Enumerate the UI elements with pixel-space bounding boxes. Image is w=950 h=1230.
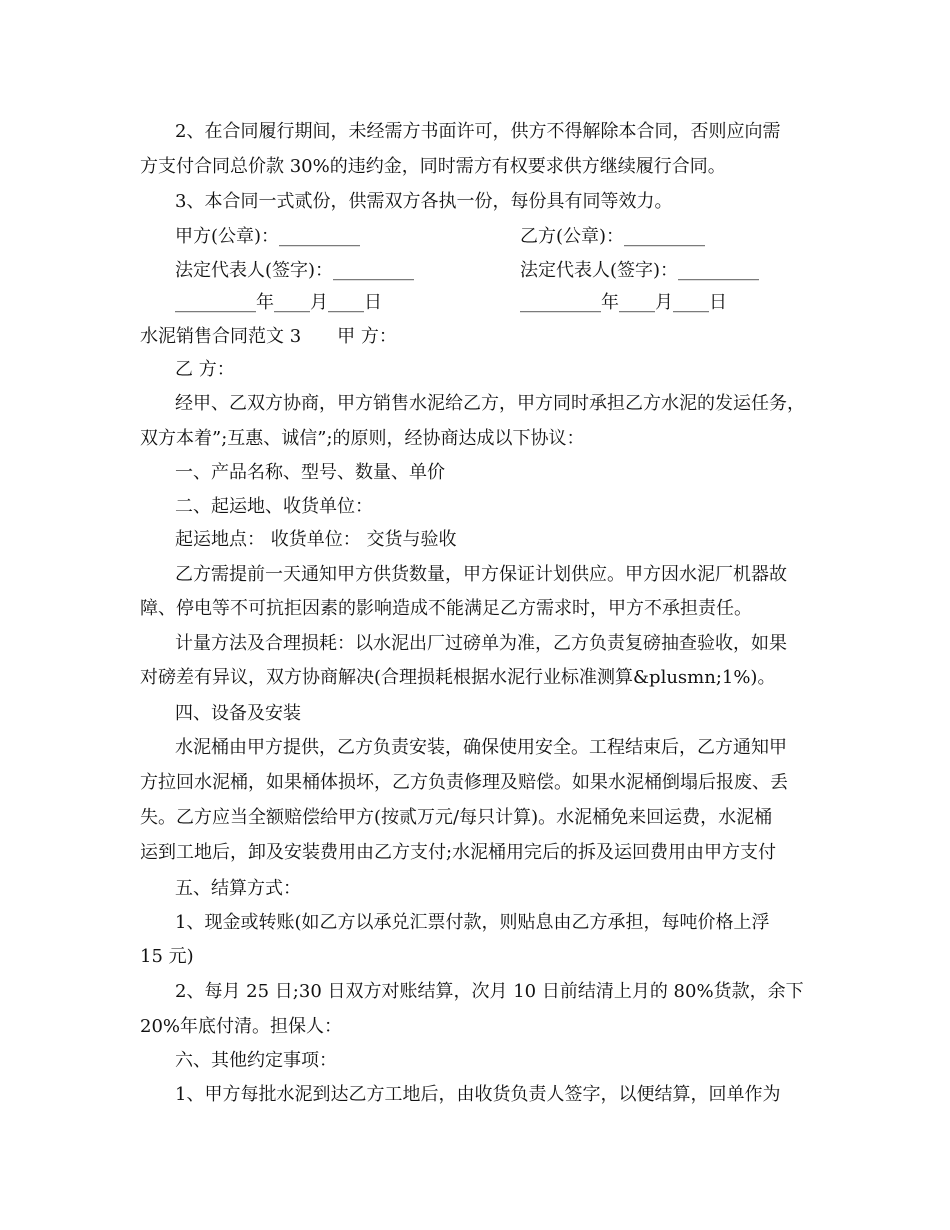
party-b-representative: 法定代表人(签字)：_________ bbox=[520, 260, 760, 281]
settlement-1-line-1: 1、现金或转账(如乙方以承兑汇票付款，则贴息由乙方承担，每吨价格上浮 bbox=[175, 912, 770, 933]
party-b-seal: 乙方(公章)：_________ bbox=[520, 226, 706, 247]
settlement-2-line-2: 20%年底付清。担保人： bbox=[140, 1016, 343, 1037]
supply-line-1: 乙方需提前一天通知甲方供货数量，甲方保证计划供应。甲方因水泥厂机器故 bbox=[175, 564, 787, 585]
preamble-line-1: 经甲、乙双方协商，甲方销售水泥给乙方，甲方同时承担乙方水泥的发运任务， bbox=[175, 393, 805, 414]
party-b-label: 乙 方： bbox=[175, 359, 235, 380]
clause-3: 3、本合同一式贰份，供需双方各执一份，每份具有同等效力。 bbox=[175, 191, 673, 212]
clause-2-line-1: 2、在合同履行期间，未经需方书面许可，供方不得解除本合同，否则应向需 bbox=[175, 121, 781, 142]
party-a-date: _________年____月____日 bbox=[175, 292, 382, 313]
supply-line-2: 障、停电等不可抗拒因素的影响造成不能满足乙方需求时，甲方不承担责任。 bbox=[140, 598, 752, 619]
settlement-1-line-2: 15 元) bbox=[140, 946, 194, 967]
section-5-heading: 五、结算方式： bbox=[175, 878, 301, 899]
section-4-heading: 四、设备及安装 bbox=[175, 703, 301, 724]
measurement-line-2: 对磅差有异议，双方协商解决(合理损耗根据水泥行业标准测算&plusmn;1%)。 bbox=[140, 667, 776, 688]
section-2-heading: 二、起运地、收货单位： bbox=[175, 496, 373, 517]
shipping-fields: 起运地点： 收货单位： 交货与验收 bbox=[175, 529, 457, 550]
equipment-line-1: 水泥桶由甲方提供，乙方负责安装，确保使用安全。工程结束后，乙方通知甲 bbox=[175, 737, 787, 758]
party-a-representative: 法定代表人(签字)：_________ bbox=[175, 260, 415, 281]
clause-2-line-2: 方支付合同总价款 30%的违约金，同时需方有权要求供方继续履行合同。 bbox=[140, 156, 726, 177]
settlement-2-line-1: 2、每月 25 日;30 日双方对账结算，次月 10 日前结清上月的 80%货款，余下 bbox=[175, 981, 804, 1002]
preamble-line-2: 双方本着”;互惠、诚信”;的原则，经协商达成以下协议： bbox=[140, 428, 585, 449]
section-6-heading: 六、其他约定事项： bbox=[175, 1050, 337, 1071]
equipment-line-4: 运到工地后，卸及安装费用由乙方支付;水泥桶用完后的拆及运回费用由甲方支付 bbox=[140, 842, 777, 863]
party-a-seal: 甲方(公章)：_________ bbox=[175, 226, 361, 247]
party-b-date: _________年____月____日 bbox=[520, 292, 727, 313]
equipment-line-2: 方拉回水泥桶，如果桶体损坏，乙方负责修理及赔偿。如果水泥桶倒塌后报废、丢 bbox=[140, 772, 788, 793]
section-1-heading: 一、产品名称、型号、数量、单价 bbox=[175, 462, 445, 483]
other-terms-line-1: 1、甲方每批水泥到达乙方工地后，由收货负责人签字，以便结算，回单作为 bbox=[175, 1084, 781, 1105]
contract-title-party-a: 水泥销售合同范文 3 甲 方： bbox=[140, 326, 397, 347]
equipment-line-3: 失。乙方应当全额赔偿给甲方(按贰万元/每只计算)。水泥桶免来回运费，水泥桶 bbox=[140, 807, 773, 828]
measurement-line-1: 计量方法及合理损耗：以水泥出厂过磅单为准，乙方负责复磅抽查验收，如果 bbox=[175, 633, 787, 654]
